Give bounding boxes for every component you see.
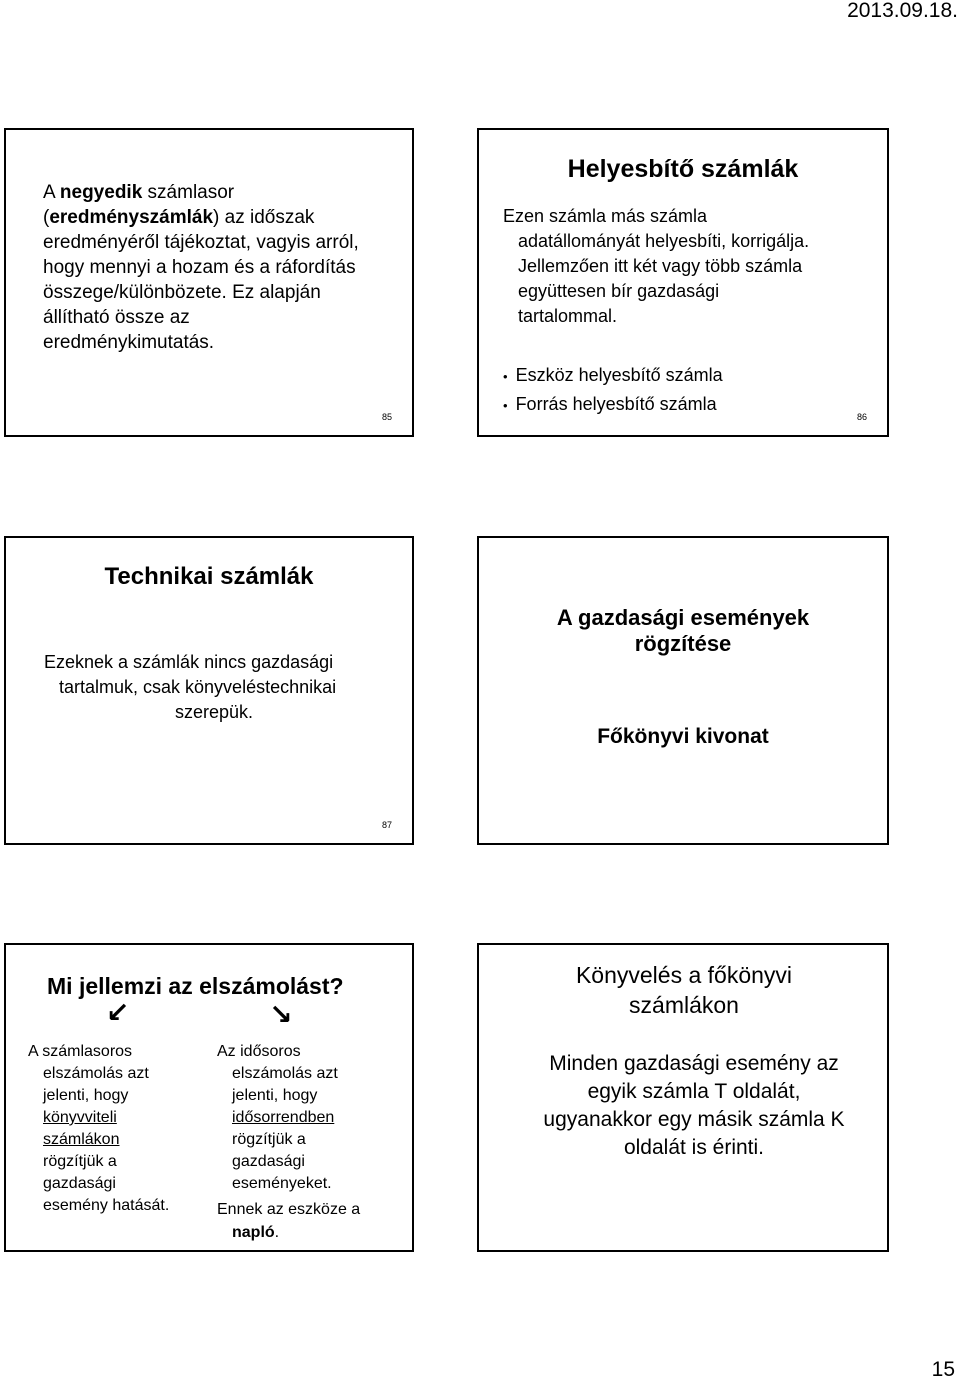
bullet-icon: • (503, 369, 508, 384)
slide-88-subtitle: Főkönyvi kivonat (597, 725, 769, 748)
slide-90-para-4: oldalát is érinti. (623, 1136, 765, 1159)
slide-86-bullet-2: • Forrás helyesbítő számla (503, 394, 717, 414)
slide-90-title-1: Könyvelés a főkönyvi (575, 962, 793, 988)
slide-90-para-2: egyik számla T oldalát, (587, 1080, 801, 1103)
arrow-down-left-icon: ↙ (106, 997, 130, 1028)
slide-89-title: Mi jellemzi az elszámolást? (47, 973, 344, 999)
slide-87 (4, 536, 414, 845)
page-number: 15 (931, 1358, 955, 1381)
slide-86-para-3: Jellemzően itt két vagy több számla (518, 256, 803, 276)
left-col-line-4: könyvviteli (43, 1109, 117, 1126)
right-col-line-5: rögzítjük a (232, 1131, 306, 1148)
slide-number: 85 (382, 412, 393, 422)
left-col-line-8: esemény hatását. (43, 1197, 170, 1214)
slide-85-line-1: A negyedik számlasor (43, 182, 235, 203)
right-col-line-6: gazdasági (232, 1153, 305, 1170)
slide-87-para-2: tartalmuk, csak könyveléstechnikai (59, 677, 337, 697)
slide-88 (477, 536, 889, 845)
right-col-line-2: elszámolás azt (232, 1065, 338, 1082)
right-col-line-9: napló. (232, 1224, 280, 1241)
slide-85-line-6: állítható össze az (43, 307, 190, 328)
slide-85-line-5: összege/különbözete. Ez alapján (43, 282, 321, 303)
slide-86-para-5: tartalommal. (518, 306, 618, 326)
slide-85-line-7: eredménykimutatás. (43, 332, 215, 353)
left-col-line-6: rögzítjük a (43, 1153, 117, 1170)
left-col-line-5: számlákon (43, 1131, 120, 1148)
arrow-down-right-icon: ↘ (269, 999, 293, 1030)
slide-87-title: Technikai számlák (104, 563, 314, 590)
right-col-line-1: Az idősoros (217, 1043, 301, 1060)
slide-87-para-1: Ezeknek a számlák nincs gazdasági (44, 652, 334, 672)
slide-86 (477, 128, 889, 437)
slide-86-title: Helyesbítő számlák (567, 155, 799, 183)
left-col-line-3: jelenti, hogy (43, 1087, 129, 1104)
header-date: 2013.09.18. (847, 0, 958, 22)
slide-86-para-1: Ezen számla más számla (503, 206, 708, 226)
slide-89 (4, 943, 414, 1252)
slide-85-line-3: eredményéről tájékoztat, vagyis arról, (43, 232, 359, 253)
right-col-line-4: idősorrendben (232, 1109, 335, 1126)
slide-number: 87 (382, 820, 393, 830)
slide-85-line-2: (eredményszámlák) az időszak (43, 207, 315, 228)
slide-90 (477, 943, 889, 1252)
left-col-line-7: gazdasági (43, 1175, 116, 1192)
right-col-line-7: eseményeket. (232, 1175, 332, 1192)
slide-86-bullet-1: • Eszköz helyesbítő számla (503, 365, 723, 385)
right-col-line-3: jelenti, hogy (232, 1087, 318, 1104)
slide-90-para-1: Minden gazdasági esemény az (549, 1052, 839, 1075)
slide-90-title-2: számlákon (629, 992, 739, 1018)
bullet-icon: • (503, 398, 508, 413)
slide-90-para-3: ugyanakkor egy másik számla K (543, 1108, 845, 1131)
left-col-line-2: elszámolás azt (43, 1065, 149, 1082)
slide-86-para-4: együttesen bír gazdasági (518, 281, 720, 301)
slide-number: 86 (857, 412, 868, 422)
right-col-line-8: Ennek az eszköze a (217, 1201, 361, 1218)
left-col-line-1: A számlasoros (28, 1043, 133, 1060)
slide-87-para-3: szerepük. (175, 702, 254, 722)
slide-85-line-4: hogy mennyi a hozam és a ráfordítás (43, 257, 356, 278)
slide-86-para-2: adatállományát helyesbíti, korrigálja. (518, 231, 810, 251)
slide-85 (4, 128, 414, 437)
slide-88-title-1: A gazdasági események (556, 605, 810, 630)
slide-88-title-2: rögzítése (634, 631, 732, 656)
